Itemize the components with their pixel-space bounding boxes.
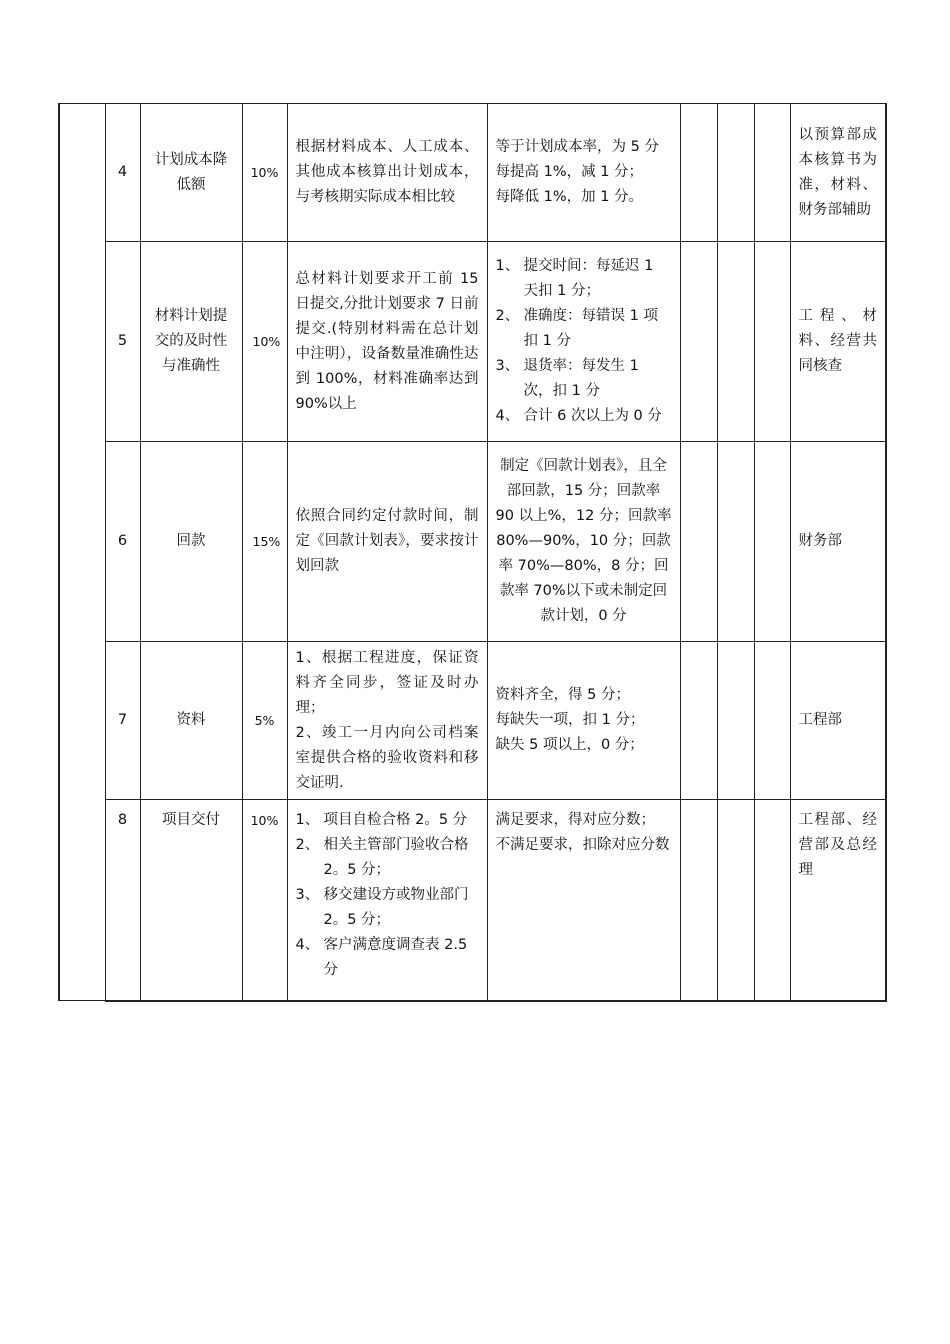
empty-score-cell — [717, 642, 754, 800]
standard-line: 满足要求，得对应分数； — [495, 812, 655, 828]
content-line: 2、竣工一月内向公司档案室提供合格的验收资料和移交证明. — [295, 724, 479, 791]
item-standard: 制定《回款计划表》，且全部回款，15 分；回款率 90 以上%，12 分；回款率 80%—90%，10 分；回款率 70%—80%，8 分；回款率 70%以下或未制定回款计划，0 分 — [487, 442, 680, 642]
item-standard — [487, 800, 680, 1001]
content-item: 3、 移交建设方或物业部门 2。5 分； — [295, 887, 469, 928]
item-content: 依照合同约定付款时间，制定《回款计划表》，要求按计划回款 — [287, 442, 487, 642]
table-row — [59, 104, 886, 242]
item-number: 7 — [105, 642, 140, 800]
item-number: 8 — [105, 800, 140, 1001]
table-row — [59, 442, 886, 642]
item-weight: 15% — [242, 442, 287, 642]
content-item: 2、 相关主管部门验收合格 2。5 分； — [295, 837, 469, 878]
responsible-dept: 工程部 — [790, 642, 886, 800]
empty-score-cell — [754, 442, 790, 642]
item-number: 5 — [105, 242, 140, 442]
empty-score-cell — [680, 800, 717, 1001]
responsible-dept: 以预算部成本核算书为准，材料、财务部辅助 — [790, 104, 886, 242]
item-name: 计划成本降低额 — [140, 104, 242, 242]
empty-score-cell — [680, 442, 717, 642]
empty-score-cell — [717, 800, 754, 1001]
item-weight: 10% — [242, 104, 287, 242]
empty-score-cell — [717, 442, 754, 642]
content-item: 4、 客户满意度调查表 2.5 分 — [295, 937, 468, 978]
standard-item: 4、 合计 6 次以上为 0 分 — [495, 408, 662, 424]
item-name: 材料计划提交的及时性与准确性 — [140, 242, 242, 442]
empty-score-cell — [717, 104, 754, 242]
empty-score-cell — [754, 104, 790, 242]
responsible-dept: 财务部 — [790, 442, 886, 642]
item-weight: 10% — [242, 242, 287, 442]
category-cell — [59, 104, 105, 1001]
standard-line: 缺失 5 项以上，0 分； — [495, 737, 644, 753]
empty-score-cell — [754, 242, 790, 442]
item-content: 总材料计划要求开工前 15 日提交,分批计划要求 7 日前提交.(特别材料需在总计划中注明），设备数量准确性达到 100%，材料准确率达到 90%以上 — [287, 242, 487, 442]
item-content: 根据材料成本、人工成本、其他成本核算出计划成本，与考核期实际成本相比较 — [287, 104, 487, 242]
item-standard — [487, 642, 680, 800]
item-content — [287, 800, 487, 1001]
item-standard — [487, 242, 680, 442]
empty-score-cell — [680, 104, 717, 242]
table-row — [59, 642, 886, 800]
table-row — [59, 800, 886, 1001]
empty-score-cell — [680, 642, 717, 800]
item-number: 6 — [105, 442, 140, 642]
item-weight: 10% — [242, 800, 287, 1001]
item-content — [287, 642, 487, 800]
standard-line: 等于计划成本率，为 5 分 — [495, 139, 659, 155]
item-name: 资料 — [140, 642, 242, 800]
standard-item: 3、 退货率：每发生 1 次，扣 1 分 — [495, 358, 639, 399]
empty-score-cell — [717, 242, 754, 442]
standard-item: 1、 提交时间：每延迟 1 天扣 1 分； — [495, 258, 654, 299]
table-row — [59, 242, 886, 442]
assessment-table — [58, 103, 887, 1002]
standard-line: 每缺失一项，扣 1 分； — [495, 712, 645, 728]
item-weight: 5% — [242, 642, 287, 800]
standard-line: 不满足要求，扣除对应分数 — [495, 837, 670, 853]
empty-score-cell — [754, 800, 790, 1001]
standard-line: 每降低 1%，加 1 分。 — [495, 189, 644, 205]
responsible-dept: 工程、材料、经营共同核查 — [790, 242, 886, 442]
item-name: 回款 — [140, 442, 242, 642]
standard-item: 2、 准确度：每错误 1 项扣 1 分 — [495, 308, 658, 349]
item-number: 4 — [105, 104, 140, 242]
standard-line: 每提高 1%，减 1 分； — [495, 164, 644, 180]
item-name: 项目交付 — [140, 800, 242, 1001]
empty-score-cell — [754, 642, 790, 800]
empty-score-cell — [680, 242, 717, 442]
standard-line: 资料齐全，得 5 分； — [495, 687, 630, 703]
responsible-dept: 工程部、经营部及总经理 — [790, 800, 886, 1001]
item-standard — [487, 104, 680, 242]
content-line: 1、根据工程进度，保证资料齐全同步，签证及时办理； — [295, 649, 479, 716]
content-item: 1、 项目自检合格 2。5 分 — [295, 812, 468, 828]
